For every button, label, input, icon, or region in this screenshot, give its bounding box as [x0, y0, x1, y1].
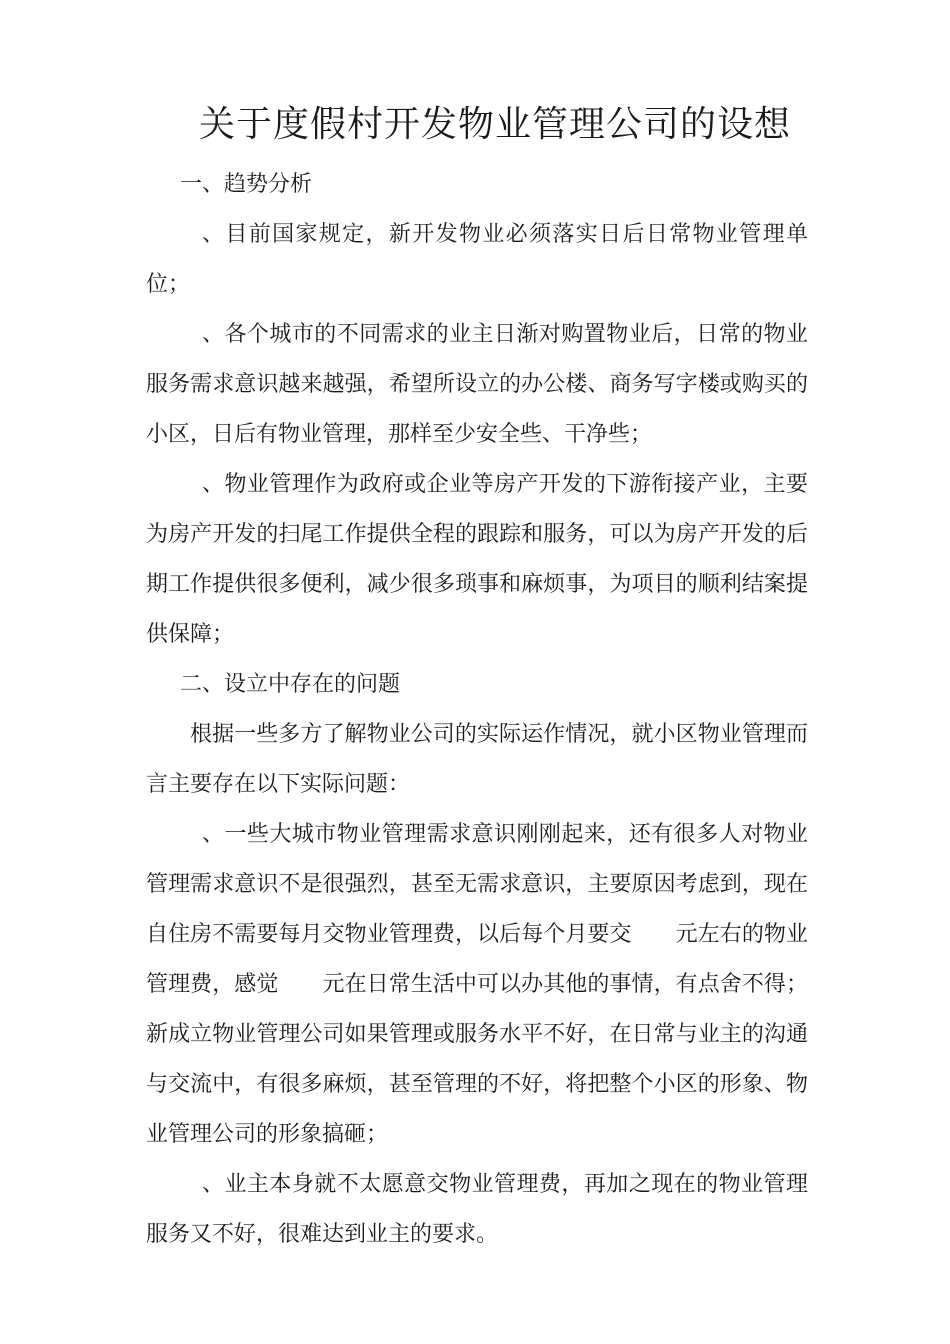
section-heading-problems: 二、设立中存在的问题 [180, 672, 401, 697]
paragraph-awareness-part-c: 元在日常生活中可以办其他的事情，有点舍不得；新成立物业管理公司如果管理或服务水平不好，在日常与业主的沟通与交流中，有很多麻烦，甚至管理的不好，将把整个小区的形象、物业管理公司的形象搞砸； [146, 972, 808, 1147]
paragraph-awareness [146, 810, 808, 1160]
document-title: 关于度假村开发物业管理公司的设想 [198, 104, 791, 145]
paragraph-regulation: 、目前国家规定，新开发物业必须落实日后日常物业管理单位； [146, 222, 808, 297]
paragraph-problems-intro: 根据一些多方了解物业公司的实际运作情况，就小区物业管理而言主要存在以下实际问题： [146, 722, 808, 797]
paragraph-awareness-part-b: 元左右的物业管理费，感觉 [146, 922, 808, 997]
document-body [146, 160, 808, 1260]
paragraph-downstream-industry: 、物业管理作为政府或企业等房产开发的下游衔接产业，主要为房产开发的扫尾工作提供全程的跟踪和服务，可以为房产开发的后期工作提供很多便利，减少很多琐事和麻烦事，为项目的顺利结案提供保障； [146, 472, 808, 647]
paragraph-fee-reluctance: 、业主本身就不太愿意交物业管理费，再加之现在的物业管理服务又不好，很难达到业主的要求。 [146, 1172, 808, 1247]
section-heading-trend: 一、趋势分析 [180, 172, 313, 197]
paragraph-owner-demand: 、各个城市的不同需求的业主日渐对购置物业后，日常的物业服务需求意识越来越强，希望所设立的办公楼、商务写字楼或购买的小区，日后有物业管理，那样至少安全些、干净些； [146, 322, 808, 447]
paragraph-awareness-part-a: 、一些大城市物业管理需求意识刚刚起来，还有很多人对物业管理需求意识不是很强烈，甚至无需求意识，主要原因考虑到，现在自住房不需要每月交物业管理费，以后每个月要交 [146, 822, 808, 947]
